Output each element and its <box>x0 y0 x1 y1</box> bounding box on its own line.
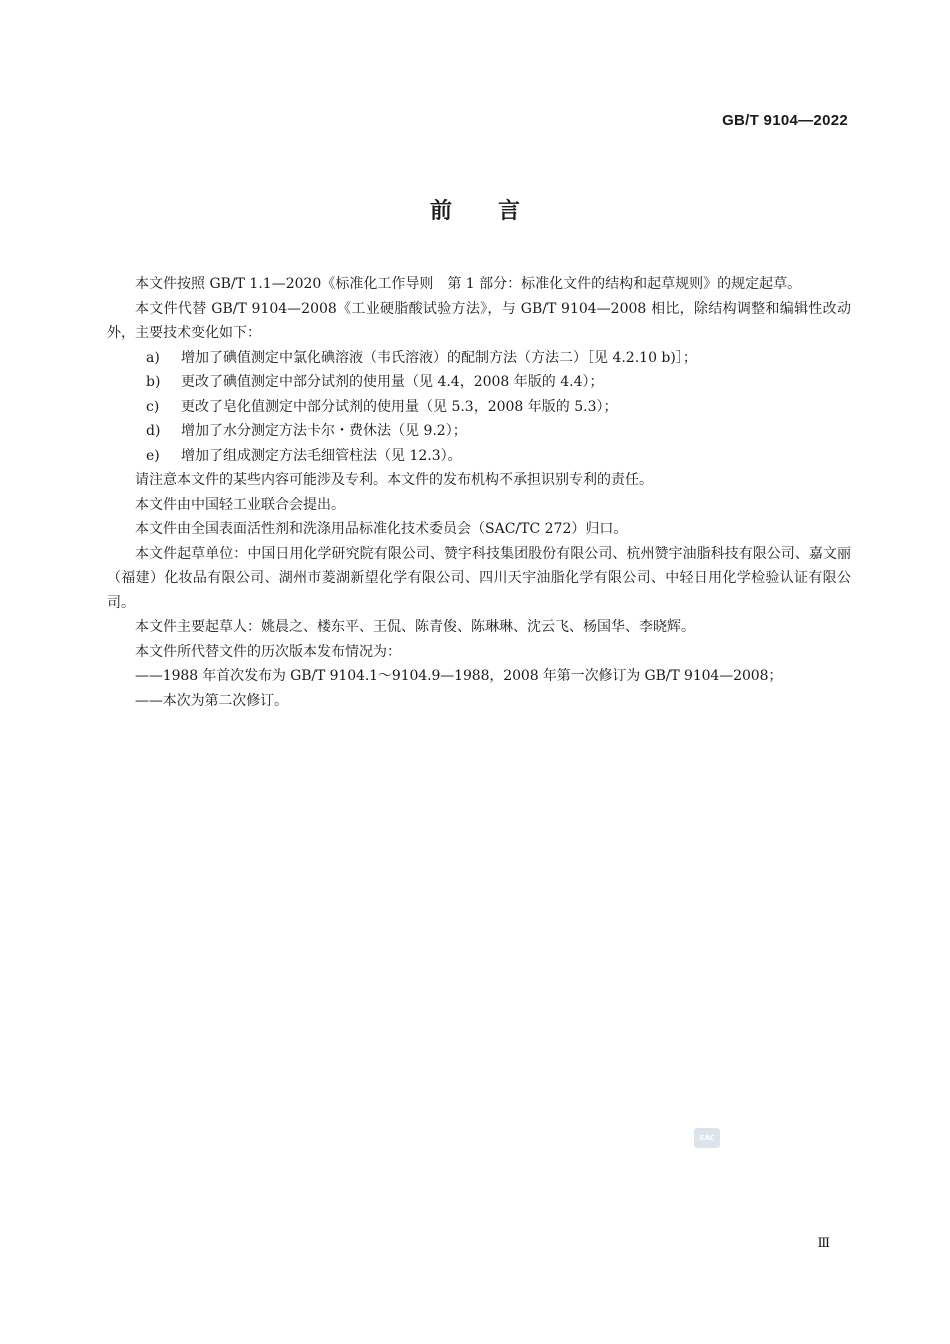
paragraph-proposer: 本文件由中国轻工业联合会提出。 <box>135 496 345 513</box>
list-item-text: 更改了皂化值测定中部分试剂的使用量（见 5.3，2008 年版的 5.3）； <box>181 398 618 415</box>
sac-watermark-logo: SAC <box>694 1128 720 1148</box>
page-number: Ⅲ <box>817 1236 829 1251</box>
paragraph-drafters: 本文件主要起草人：姚晨之、楼东平、王侃、陈青俊、陈琳琳、沈云飞、杨国华、李晓辉。 <box>135 619 695 635</box>
list-item-text: 增加了碘值测定中氯化碘溶液（韦氏溶液）的配制方法（方法二）［见 4.2.10 b)］； <box>181 349 697 366</box>
foreword-body <box>107 272 851 713</box>
paragraph-history-intro: 本文件所代替文件的历次版本发布情况为： <box>135 643 401 660</box>
history-item: ——1988 年首次发布为 GB/T 9104.1～9104.9—1988，2008 年第一次修订为 GB/T 9104—2008； <box>135 668 783 684</box>
page-title: 前言 <box>429 199 566 224</box>
list-item <box>107 346 851 371</box>
list-item <box>107 444 851 469</box>
paragraph-committee: 本文件由全国表面活性剂和洗涤用品标准化技术委员会（SAC/TC 272）归口。 <box>135 521 628 537</box>
list-item-text: 更改了碘值测定中部分试剂的使用量（见 4.4，2008 年版的 4.4）； <box>181 374 604 390</box>
paragraph-replacement: 本文件代替 GB/T 9104—2008《工业硬脂酸试验方法》，与 GB/T 9104—2008 相比，除结构调整和编辑性改动外，主要技术变化如下： <box>107 300 851 341</box>
list-item-text: 增加了水分测定方法卡尔・费休法（见 9.2）； <box>181 423 467 439</box>
list-item <box>107 395 851 420</box>
list-item <box>107 370 851 395</box>
paragraph-drafting-rules: 本文件按照 GB/T 1.1—2020《标准化工作导则 第 1 部分：标准化文件的结构和起草规则》的规定起草。 <box>135 276 802 292</box>
list-marker: d) <box>146 423 161 439</box>
list-marker: a) <box>146 349 160 366</box>
paragraph-patent-notice: 请注意本文件的某些内容可能涉及专利。本文件的发布机构不承担识别专利的责任。 <box>135 472 653 488</box>
list-marker: e) <box>146 447 160 464</box>
list-item <box>107 419 851 444</box>
list-marker: c) <box>146 398 160 415</box>
list-marker: b) <box>146 374 161 390</box>
paragraph-drafting-units: 本文件起草单位：中国日用化学研究院有限公司、赞宇科技集团股份有限公司、杭州赞宇油脂科技有限公司、嘉文丽（福建）化妆品有限公司、湖州市菱湖新望化学有限公司、四川天宇油脂化学有限公司、中轻日用化学检验认证有限公司。 <box>107 545 851 611</box>
list-item-text: 增加了组成测定方法毛细管柱法（见 12.3）。 <box>181 447 462 464</box>
standard-code: GB/T 9104—2022 <box>722 112 848 129</box>
history-item: ——本次为第二次修订。 <box>135 692 288 709</box>
